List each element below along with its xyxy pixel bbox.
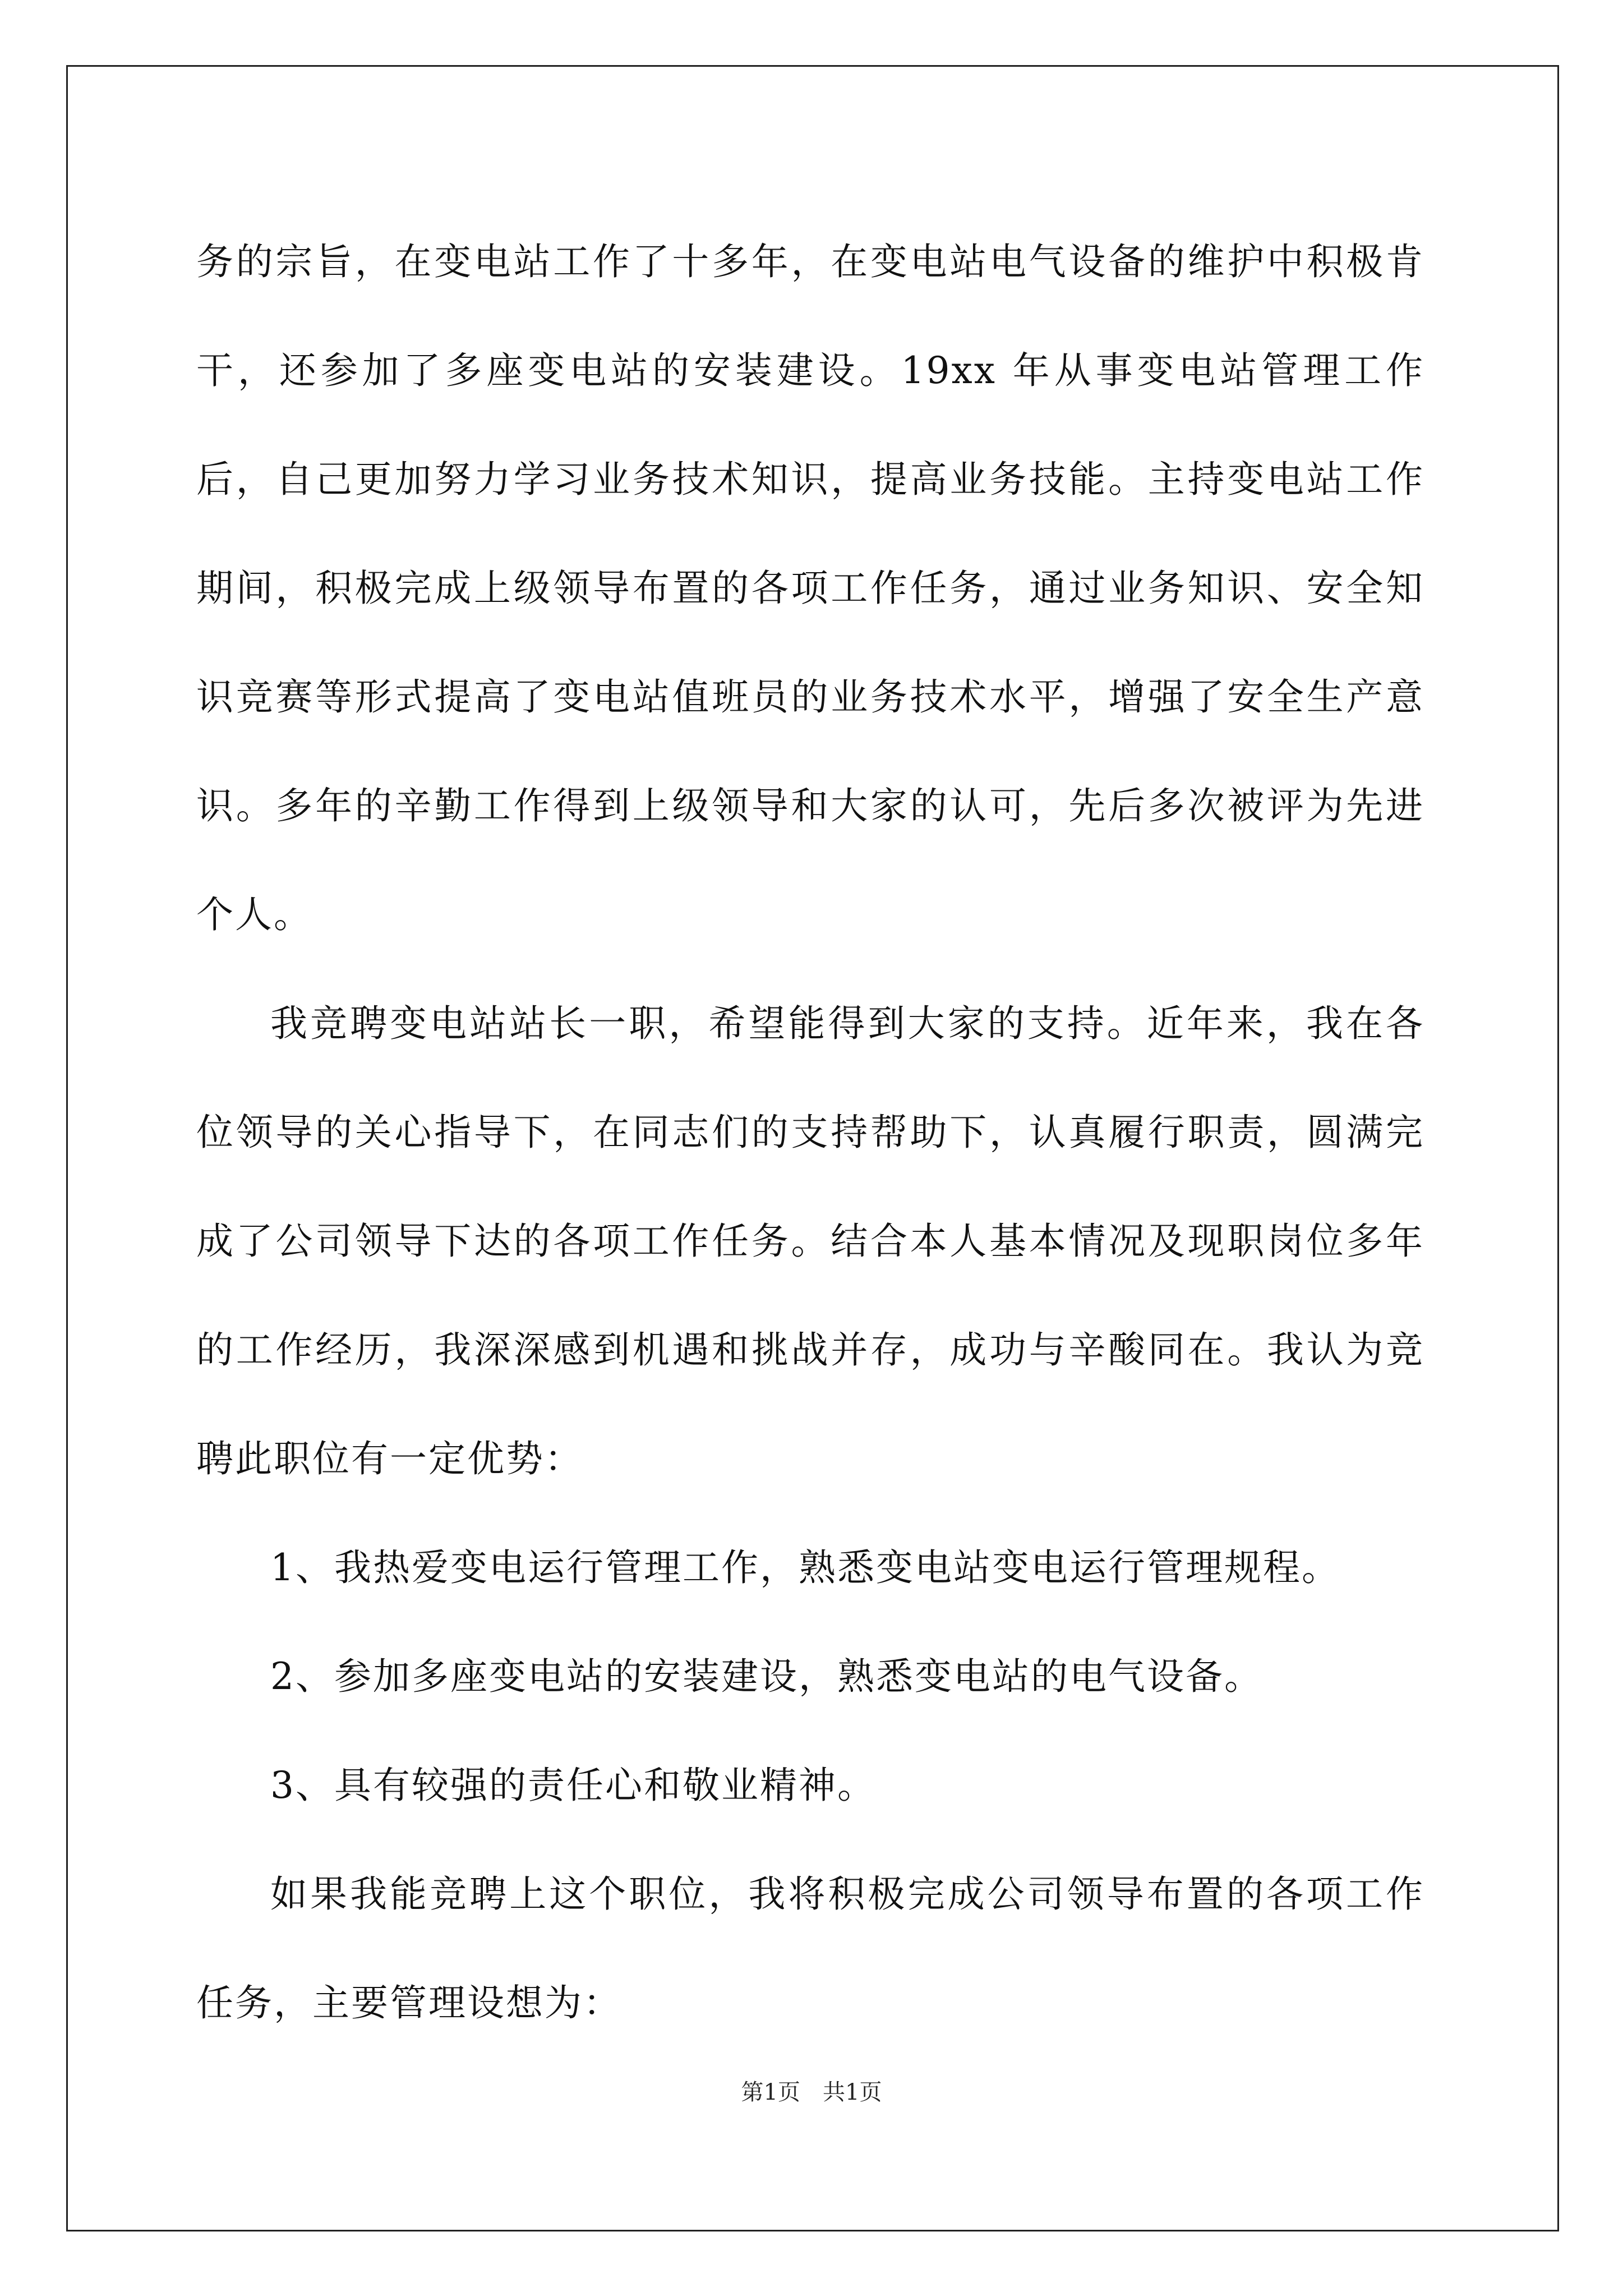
page-footer bbox=[0, 2076, 1623, 2109]
page-total: 共1页 bbox=[823, 2079, 882, 2105]
paragraph-candidacy: 我竞聘变电站站长一职，希望能得到大家的支持。近年来，我在各位领导的关心指导下，在同志们的支持帮助下，认真履行职责，圆满完成了公司领导下达的各项工作任务。结合本人基本情况及现职岗位多年的工作经历，我深深感到机遇和挑战并存，成功与辛酸同在。我认为竞聘此职位有一定优势： bbox=[196, 1002, 1424, 1480]
list-item-advantage-2: 2、参加多座变电站的安装建设，熟悉变电站的电气设备。 bbox=[270, 1655, 1263, 1698]
paragraph-continuation: 务的宗旨，在变电站工作了十多年，在变电站电气设备的维护中积极肯干，还参加了多座变电站的安装建设。19xx 年从事变电站管理工作后，自己更加努力学习业务技术知识，提高业务技能。主持变电站工作期间，积极完成上级领导布置的各项工作任务，通过业务知识、安全知识竞赛等形式提高了变电站值班员的业务技术水平，增强了安全生产意识。多年的辛勤工作得到上级领导和大家的认可，先后多次被评为先进个人。 bbox=[196, 240, 1424, 936]
list-item-advantage-3: 3、具有较强的责任心和敬业精神。 bbox=[270, 1764, 876, 1807]
paragraph-plan-intro: 如果我能竞聘上这个职位，我将积极完成公司领导布置的各项工作任务，主要管理设想为： bbox=[196, 1872, 1424, 2024]
page-number: 第1页 bbox=[741, 2079, 800, 2105]
document-body bbox=[196, 208, 1424, 2058]
list-item-advantage-1: 1、我热爱变电运行管理工作，熟悉变电站变电运行管理规程。 bbox=[270, 1546, 1340, 1589]
